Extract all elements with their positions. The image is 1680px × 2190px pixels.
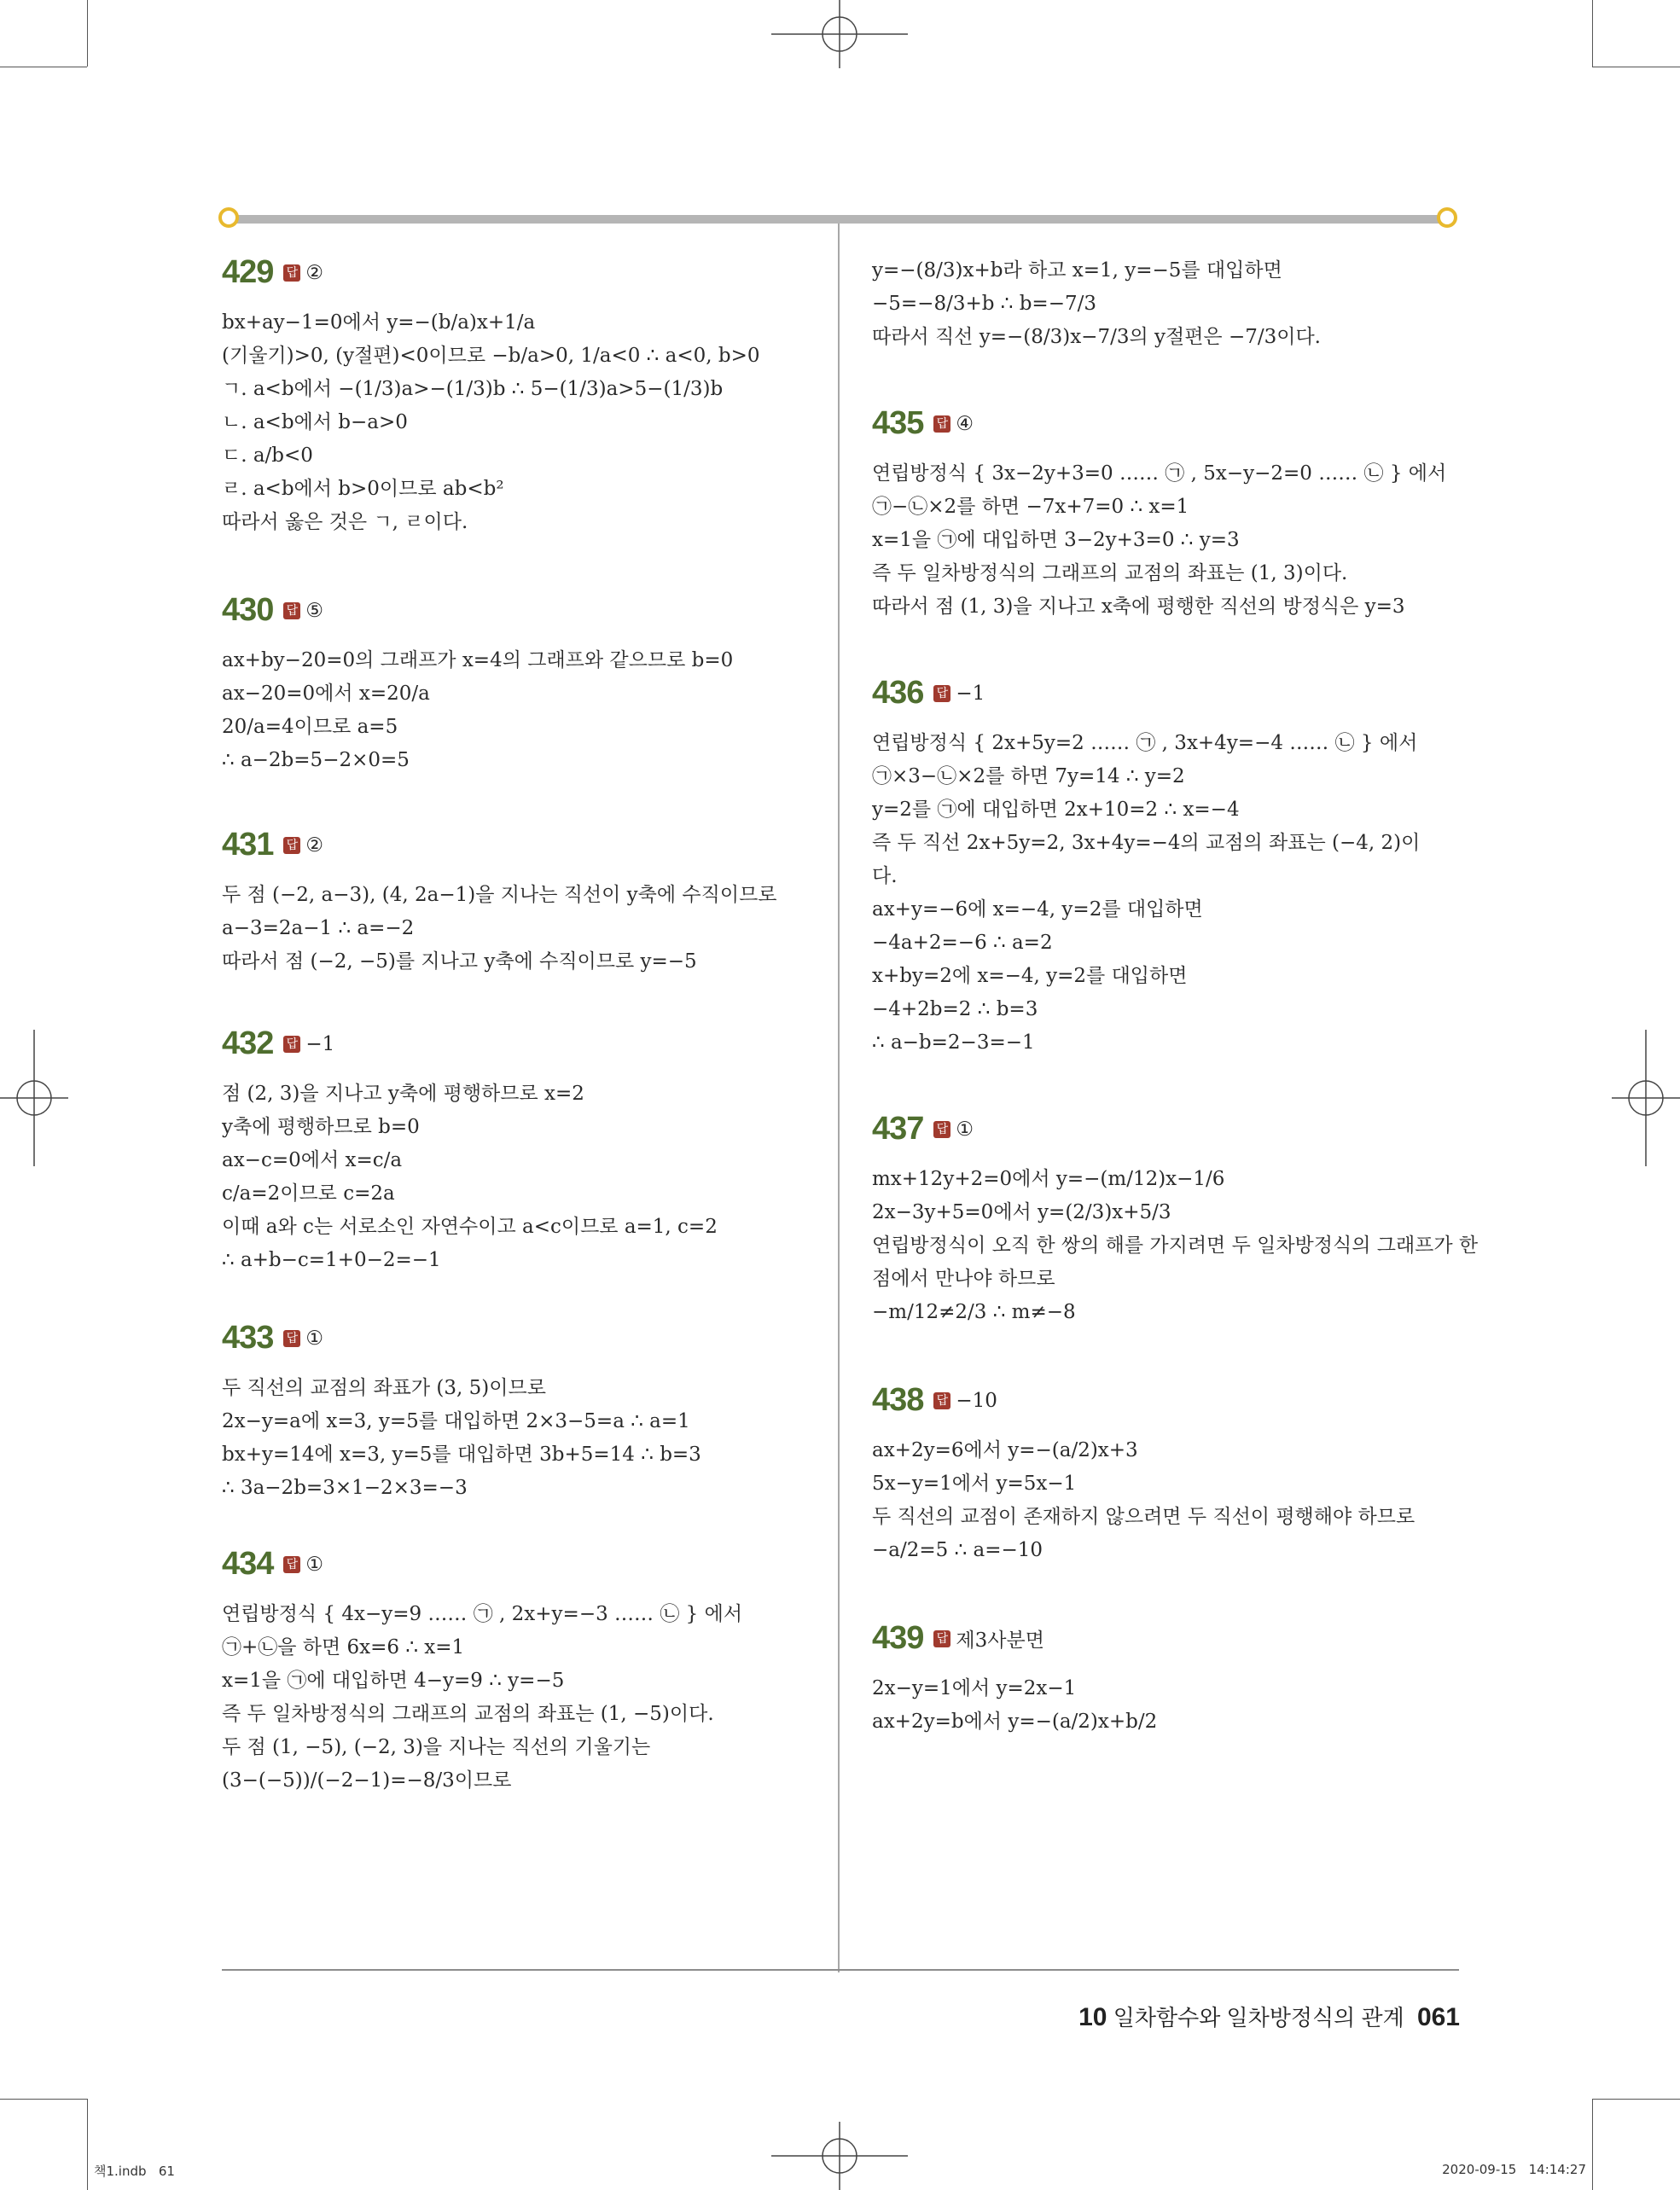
solution-line: bx+ay−1=0에서 y=−(b/a)x+1/a	[222, 311, 536, 334]
solution-line: ax−20=0에서 x=20/a	[222, 683, 430, 705]
crop-mark	[0, 2099, 87, 2100]
answer-value: 제3사분면	[956, 1629, 1044, 1652]
solution-line: 2x−y=1에서 y=2x−1	[872, 1677, 1077, 1699]
page-number: 061	[1416, 2003, 1460, 2031]
answer-value: ②	[305, 261, 324, 284]
solution-line: 따라서 옳은 것은 ㄱ, ㄹ이다.	[222, 511, 468, 533]
problem-header	[222, 1025, 819, 1062]
header-rule-left-dot	[218, 207, 239, 228]
solution-line: ㄷ. a/b<0	[222, 444, 313, 467]
problem-number: 436	[872, 675, 924, 711]
problem-number: 430	[222, 592, 274, 628]
solution-line: 두 직선의 교점의 좌표가 (3, 5)이므로	[222, 1377, 546, 1399]
registration-mark-left	[0, 1030, 68, 1166]
problem-number: 435	[872, 405, 924, 441]
answer-value: ①	[305, 1553, 324, 1576]
crop-mark	[87, 2099, 88, 2190]
crop-mark	[1592, 0, 1593, 67]
solution-line: 연립방정식 { 4x−y=9 …… ㉠ , 2x+y=−3 …… ㉡ } 에서	[222, 1603, 743, 1625]
problem-block	[872, 405, 1469, 624]
solution-line: 두 직선의 교점이 존재하지 않으려면 두 직선이 평행해야 하므로	[872, 1506, 1416, 1528]
solution-line: ㉠−㉡×2를 하면 −7x+7=0 ∴ x=1	[872, 496, 1189, 518]
problem-number: 429	[222, 254, 274, 290]
registration-mark-right	[1612, 1030, 1680, 1166]
problem-number: 437	[872, 1111, 924, 1147]
solution-line: 다.	[872, 865, 898, 887]
solution-line: 연립방정식 { 2x+5y=2 …… ㉠ , 3x+4y=−4 …… ㉡ } 에서	[872, 732, 1418, 754]
answer-badge-icon: 답	[283, 1330, 300, 1347]
solution-line: 두 점 (1, −5), (−2, 3)을 지나는 직선의 기울기는	[222, 1736, 651, 1758]
solution-line: ax+2y=6에서 y=−(a/2)x+3	[872, 1439, 1138, 1461]
solution-line: ∴ a+b−c=1+0−2=−1	[222, 1249, 441, 1271]
answer-value: ①	[305, 1327, 324, 1350]
answer-value: ④	[956, 412, 974, 435]
problem-block	[222, 1025, 819, 1277]
solution-line: ㄹ. a<b에서 b>0이므로 ab<b²	[222, 478, 504, 500]
solution-line: −a/2=5 ∴ a=−10	[872, 1539, 1043, 1561]
solution-line: x=1을 ㉠에 대입하면 4−y=9 ∴ y=−5	[222, 1670, 565, 1692]
crop-mark	[87, 0, 88, 67]
solution-line: ∴ a−b=2−3=−1	[872, 1031, 1035, 1054]
solution-line: ㉠×3−㉡×2를 하면 7y=14 ∴ y=2	[872, 765, 1185, 787]
chapter-title: 일차함수와 일차방정식의 관계	[1113, 2005, 1404, 2030]
solution-line: ㄴ. a<b에서 b−a>0	[222, 411, 408, 433]
solution-line: x+by=2에 x=−4, y=2를 대입하면	[872, 965, 1188, 987]
print-slug-file: 책1.indb 61	[94, 2164, 175, 2179]
solution-line: c/a=2이므로 c=2a	[222, 1182, 395, 1205]
answer-value: ⑤	[305, 599, 324, 622]
solution-line: 20/a=4이므로 a=5	[222, 716, 398, 738]
solution-line: (기울기)>0, (y절편)<0이므로 −b/a>0, 1/a<0 ∴ a<0, b>0	[222, 345, 760, 367]
problem-block	[222, 1320, 819, 1505]
problem-block	[222, 1546, 819, 1798]
problem-header	[872, 405, 1469, 442]
answer-badge-icon: 답	[283, 1036, 300, 1053]
problem-block	[872, 1111, 1479, 1329]
solution-line: 즉 두 일차방정식의 그래프의 교점의 좌표는 (1, 3)이다.	[872, 562, 1348, 584]
solution-line: 연립방정식이 오직 한 쌍의 해를 가지려면 두 일차방정식의 그래프가 한	[872, 1234, 1479, 1257]
print-slug-date: 2020-09-15 14:14:27	[1442, 2162, 1586, 2177]
header-rule	[224, 215, 1452, 224]
problem-header	[872, 1111, 1469, 1147]
solution-line: 점 (2, 3)을 지나고 y축에 평행하므로 x=2	[222, 1083, 584, 1105]
problem-number: 432	[222, 1025, 274, 1061]
solution-line: 즉 두 일차방정식의 그래프의 교점의 좌표는 (1, −5)이다.	[222, 1703, 714, 1725]
solution-line: ㉠+㉡을 하면 6x=6 ∴ x=1	[222, 1636, 465, 1658]
column-divider	[838, 224, 840, 1972]
problem-number: 434	[222, 1546, 274, 1582]
solution-line: 이때 a와 c는 서로소인 자연수이고 a<c이므로 a=1, c=2	[222, 1216, 718, 1238]
registration-mark-top	[771, 0, 908, 68]
problem-header	[222, 254, 819, 291]
solution-line: ax+by−20=0의 그래프가 x=4의 그래프와 같으므로 b=0	[222, 649, 734, 671]
solution-line: y축에 평행하므로 b=0	[222, 1116, 420, 1138]
solution-line: y=−(8/3)x+b라 하고 x=1, y=−5를 대입하면	[872, 259, 1282, 282]
answer-badge-icon: 답	[933, 1392, 950, 1409]
answer-value: −1	[305, 1032, 335, 1055]
solution-line: ax+y=−6에 x=−4, y=2를 대입하면	[872, 898, 1203, 921]
solution-line: ㄱ. a<b에서 −(1/3)a>−(1/3)b ∴ 5−(1/3)a>5−(1/3)b	[222, 378, 724, 400]
problem-block	[222, 592, 819, 777]
problem-block	[222, 827, 819, 979]
answer-badge-icon: 답	[933, 1630, 950, 1647]
solution-line: (3−(−5))/(−2−1)=−8/3이므로	[222, 1769, 512, 1792]
solution-line: −5=−8/3+b ∴ b=−7/3	[872, 293, 1096, 315]
answer-badge-icon: 답	[283, 837, 300, 854]
solution-line: 즉 두 직선 2x+5y=2, 3x+4y=−4의 교점의 좌표는 (−4, 2)이	[872, 832, 1421, 854]
solution-line: 2x−y=a에 x=3, y=5를 대입하면 2×3−5=a ∴ a=1	[222, 1410, 690, 1432]
answer-value: ①	[956, 1118, 974, 1141]
page-footer	[1078, 2001, 1460, 2032]
problem-block	[222, 254, 819, 539]
answer-value: −10	[956, 1389, 997, 1412]
answer-badge-icon: 답	[283, 264, 300, 282]
crop-mark	[1592, 2099, 1680, 2100]
answer-badge-icon: 답	[283, 1556, 300, 1573]
problem-number: 438	[872, 1382, 924, 1418]
answer-badge-icon: 답	[933, 415, 950, 433]
solution-line: 2x−3y+5=0에서 y=(2/3)x+5/3	[872, 1201, 1171, 1223]
problem-header	[222, 827, 819, 863]
solution-line: ∴ a−2b=5−2×0=5	[222, 749, 410, 771]
registration-mark-bottom	[771, 2122, 908, 2190]
problem-header	[872, 1620, 1469, 1657]
problem-block	[872, 1620, 1469, 1739]
problem-block	[872, 1382, 1469, 1567]
solution-line: ∴ 3a−2b=3×1−2×3=−3	[222, 1477, 468, 1499]
footer-rule	[222, 1969, 1459, 1971]
solution-line: y=2를 ㉠에 대입하면 2x+10=2 ∴ x=−4	[872, 799, 1240, 821]
problem-block	[872, 254, 1469, 354]
answer-badge-icon: 답	[933, 685, 950, 702]
solution-line: 따라서 점 (−2, −5)를 지나고 y축에 수직이므로 y=−5	[222, 950, 697, 973]
solution-line: 두 점 (−2, a−3), (4, 2a−1)을 지나는 직선이 y축에 수직이므로	[222, 884, 777, 906]
left-column	[222, 254, 819, 1798]
answer-value: ②	[305, 834, 324, 857]
answer-badge-icon: 답	[933, 1121, 950, 1138]
problem-number: 439	[872, 1620, 924, 1656]
solution-line: ax+2y=b에서 y=−(a/2)x+b/2	[872, 1711, 1158, 1733]
answer-value: −1	[956, 682, 985, 705]
crop-mark	[1592, 2099, 1593, 2190]
solution-line: ax−c=0에서 x=c/a	[222, 1149, 403, 1171]
solution-line: −4a+2=−6 ∴ a=2	[872, 932, 1053, 954]
solution-line: 따라서 직선 y=−(8/3)x−7/3의 y절편은 −7/3이다.	[872, 326, 1321, 348]
solution-line: 따라서 점 (1, 3)을 지나고 x축에 평행한 직선의 방정식은 y=3	[872, 595, 1405, 618]
solution-line: 점에서 만나야 하므로	[872, 1268, 1055, 1290]
problem-header	[222, 1320, 819, 1356]
solution-line: 5x−y=1에서 y=5x−1	[872, 1473, 1077, 1495]
solution-line: mx+12y+2=0에서 y=−(m/12)x−1/6	[872, 1168, 1225, 1190]
chapter-number: 10	[1078, 2003, 1107, 2031]
problem-header	[872, 675, 1469, 712]
right-column	[872, 254, 1479, 1739]
solution-line: −4+2b=2 ∴ b=3	[872, 998, 1038, 1020]
solution-line: bx+y=14에 x=3, y=5를 대입하면 3b+5=14 ∴ b=3	[222, 1444, 701, 1466]
problem-block	[872, 675, 1469, 1060]
solution-line: 연립방정식 { 3x−2y+3=0 …… ㉠ , 5x−y−2=0 …… ㉡ } 에서	[872, 462, 1447, 485]
answer-badge-icon: 답	[283, 602, 300, 619]
problem-header	[872, 1382, 1469, 1419]
header-rule-right-dot	[1437, 207, 1457, 228]
solution-line: −m/12≠2/3 ∴ m≠−8	[872, 1301, 1076, 1323]
problem-header	[222, 1546, 819, 1583]
problem-header	[222, 592, 819, 629]
solution-line: a−3=2a−1 ∴ a=−2	[222, 917, 415, 939]
problem-number: 431	[222, 827, 274, 863]
solution-line: x=1을 ㉠에 대입하면 3−2y+3=0 ∴ y=3	[872, 529, 1240, 551]
problem-number: 433	[222, 1320, 274, 1356]
